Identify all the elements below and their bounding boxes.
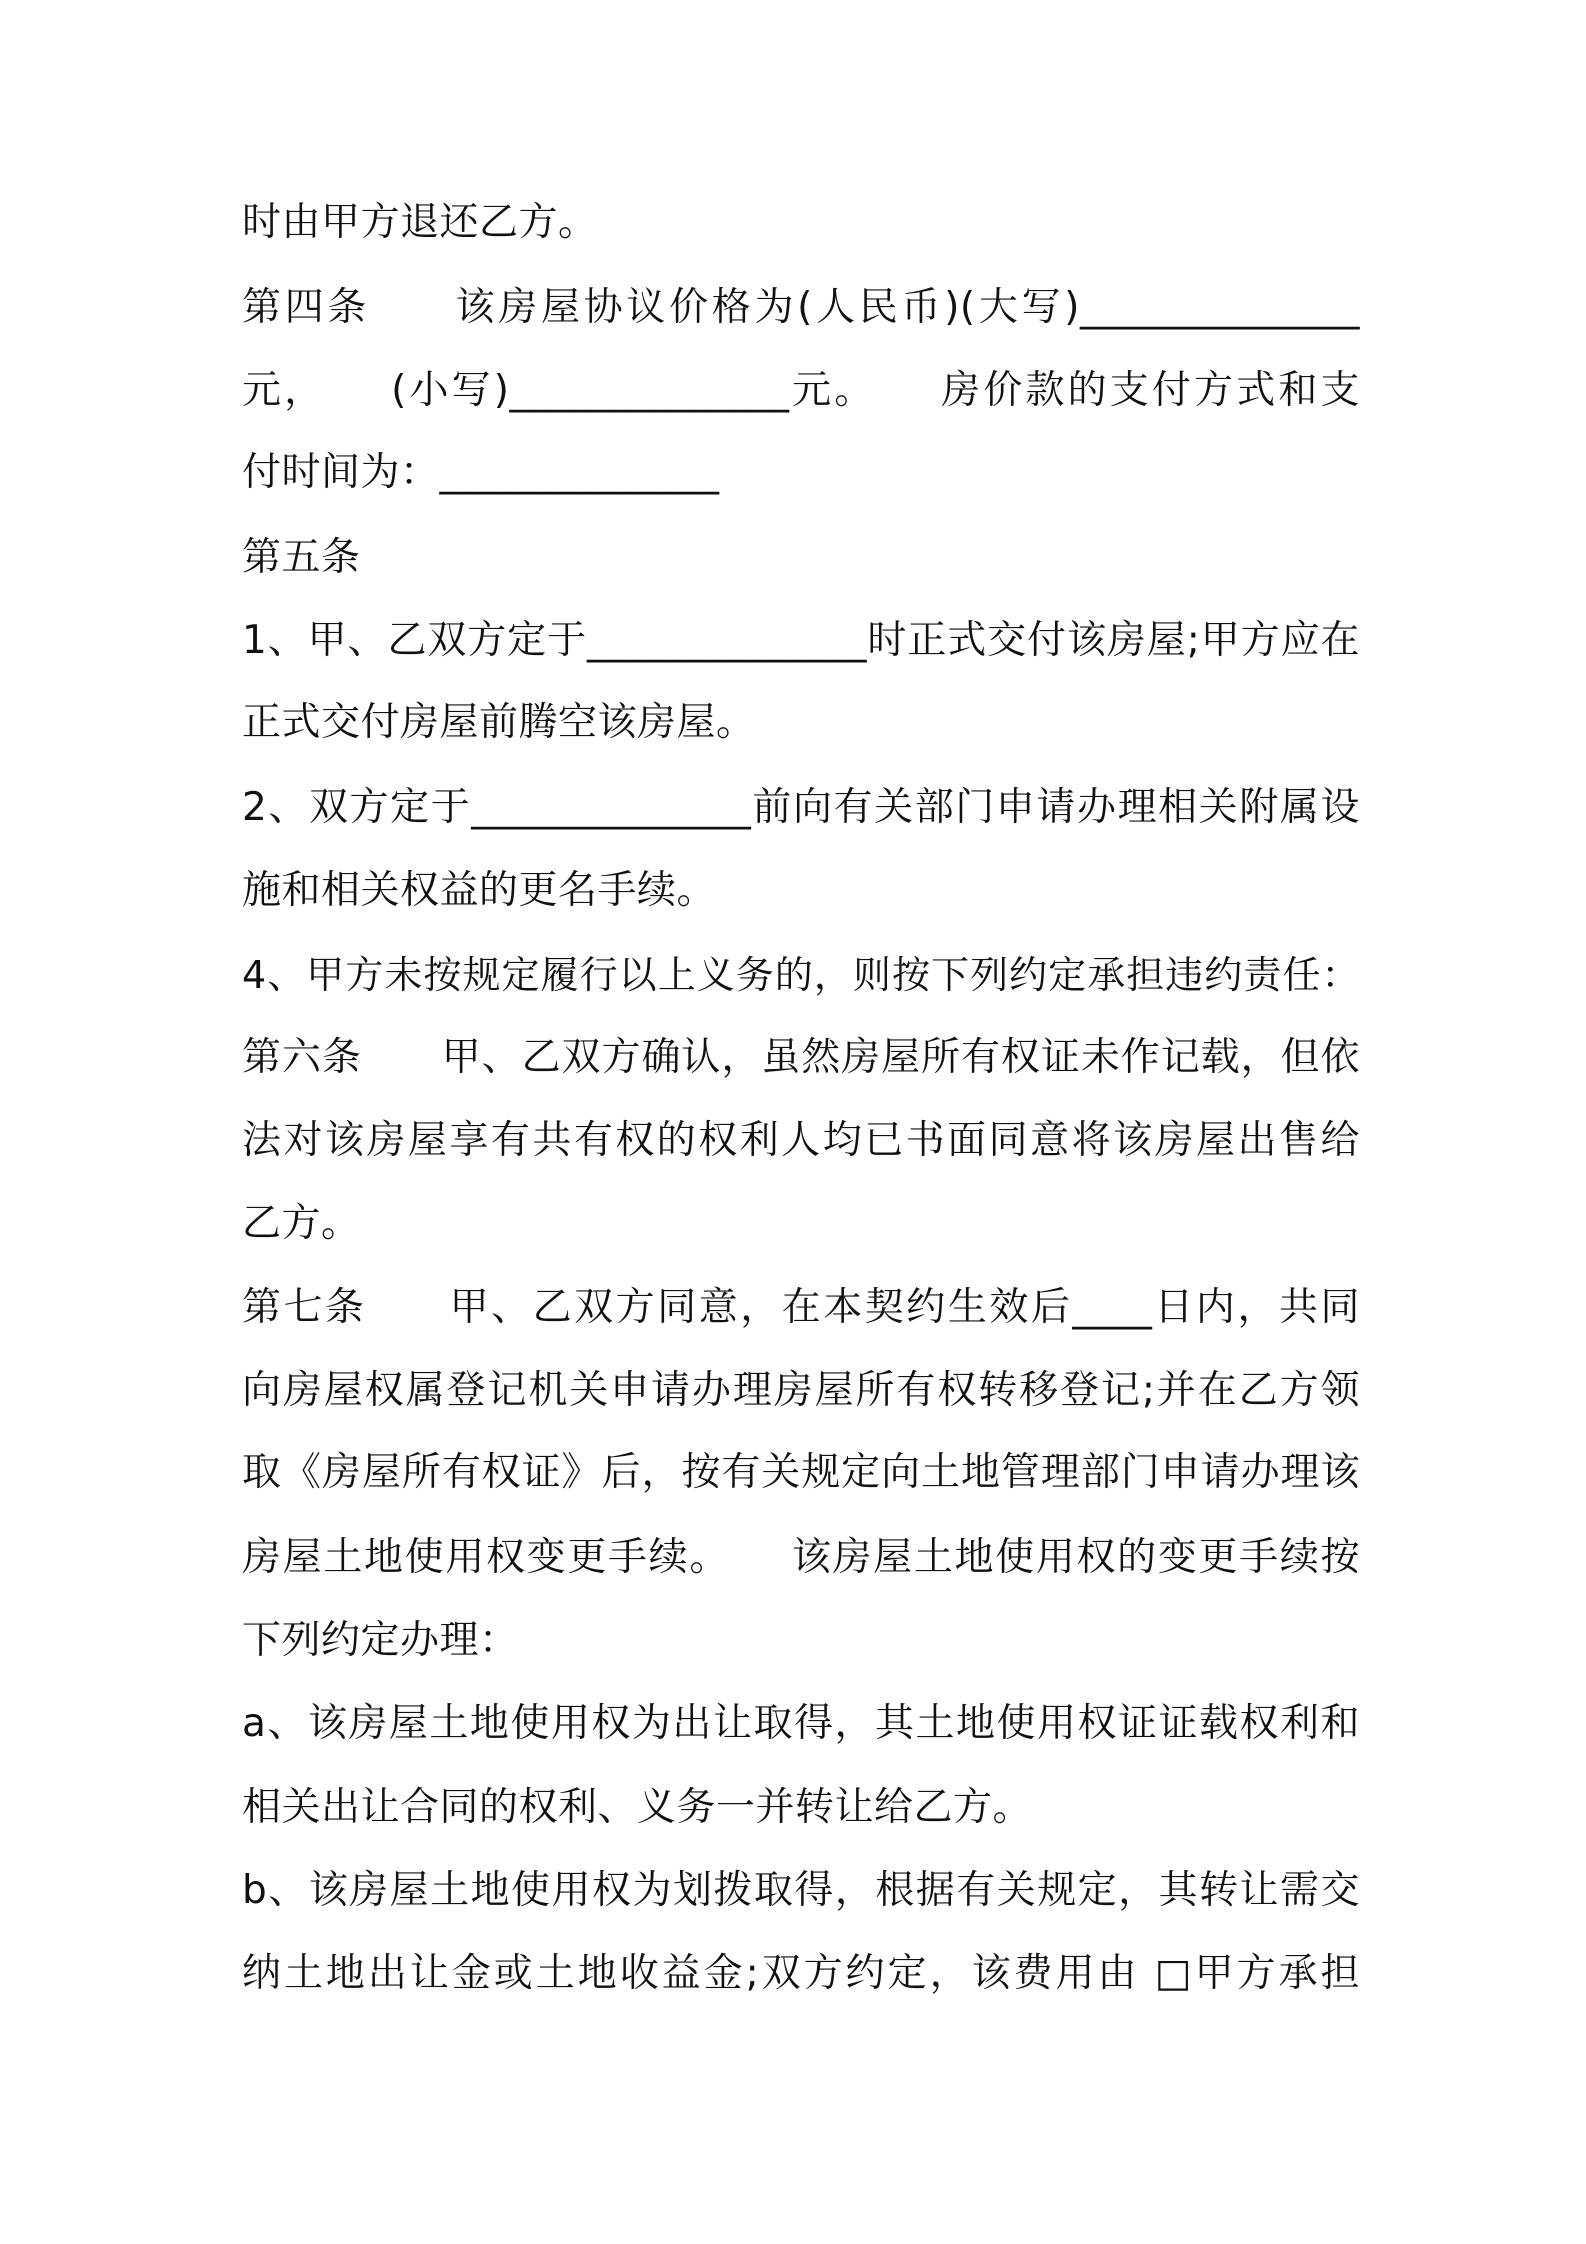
text-line-5: 第五条 bbox=[242, 535, 361, 580]
text-line-12: 法对该房屋享有共有权的权利人均已书面同意将该房屋出售给 bbox=[242, 1118, 1360, 1163]
text-line-22: 纳土地出让金或土地收益金;双方约定，该费用由 □甲方承担 bbox=[242, 1951, 1360, 1996]
text-line-14: 第七条 甲、乙双方同意，在本契约生效后____日内，共同 bbox=[242, 1285, 1360, 1330]
text-line-11: 第六条 甲、乙双方确认，虽然房屋所有权证未作记载，但依 bbox=[242, 1035, 1360, 1080]
text-line-18: 下列约定办理： bbox=[242, 1618, 519, 1663]
text-line-8: 2、双方定于______________前向有关部门申请办理相关附属设 bbox=[242, 785, 1360, 830]
text-line-19: a、该房屋土地使用权为出让取得，其土地使用权证证载权利和 bbox=[242, 1701, 1360, 1746]
text-line-13: 乙方。 bbox=[242, 1201, 361, 1246]
text-line-7: 正式交付房屋前腾空该房屋。 bbox=[242, 700, 756, 745]
text-line-20: 相关出让合同的权利、义务一并转让给乙方。 bbox=[242, 1785, 1033, 1830]
text-line-21: b、该房屋土地使用权为划拨取得，根据有关规定，其转让需交 bbox=[242, 1868, 1360, 1913]
text-line-15: 向房屋权属登记机关申请办理房屋所有权转移登记;并在乙方领 bbox=[242, 1368, 1360, 1413]
text-line-2: 第四条 该房屋协议价格为(人民币)(大写)______________ bbox=[242, 285, 1360, 330]
text-line-10: 4、甲方未按规定履行以上义务的，则按下列约定承担违约责任： bbox=[242, 953, 1360, 997]
text-line-16: 取《房屋所有权证》后，按有关规定向土地管理部门申请办理该 bbox=[242, 1450, 1360, 1495]
text-line-1: 时由甲方退还乙方。 bbox=[242, 200, 598, 245]
text-line-9: 施和相关权益的更名手续。 bbox=[242, 868, 717, 913]
text-line-4: 付时间为：______________ bbox=[242, 450, 720, 495]
text-line-3: 元， (小写)______________元。 房价款的支付方式和支 bbox=[242, 368, 1360, 413]
text-line-17: 房屋土地使用权变更手续。 该房屋土地使用权的变更手续按 bbox=[242, 1535, 1360, 1580]
text-line-6: 1、甲、乙双方定于______________时正式交付该房屋;甲方应在 bbox=[242, 618, 1360, 663]
